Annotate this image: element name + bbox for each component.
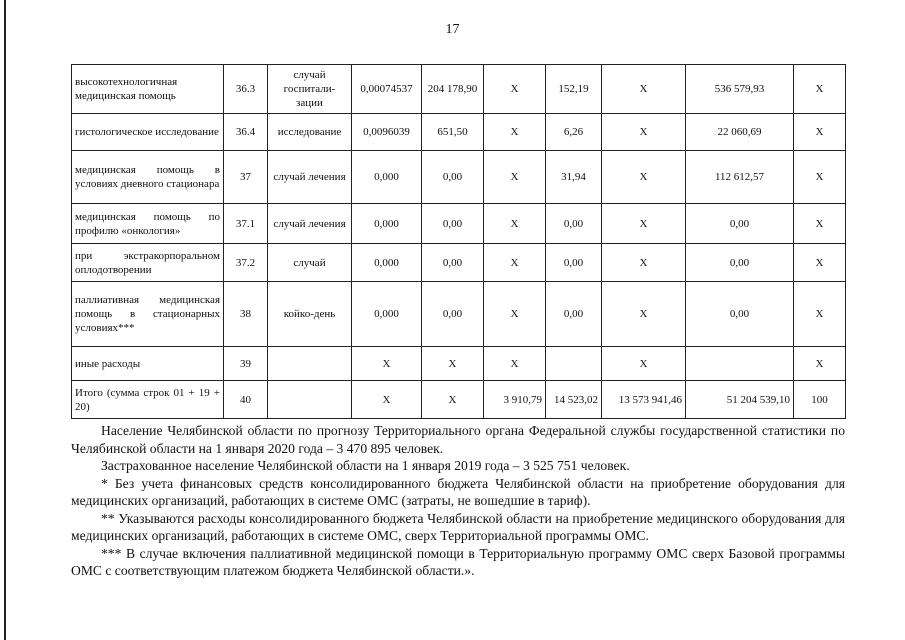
cell-value: X (484, 282, 546, 347)
cell-value: 0,00 (546, 204, 602, 244)
cell-value: X (794, 282, 846, 347)
cell-value: X (602, 204, 686, 244)
cell-value: X (602, 114, 686, 151)
table-row (72, 151, 846, 204)
cell-value: 0,00 (686, 282, 794, 347)
row-unit: случай лечения (268, 204, 352, 244)
row-line-number: 37 (224, 151, 268, 204)
row-line-number: 36.4 (224, 114, 268, 151)
cell-value: X (422, 347, 484, 381)
cell-value: 3 910,79 (484, 381, 546, 419)
cell-value: 0,0096039 (352, 114, 422, 151)
cell-value: 0,00 (422, 244, 484, 282)
row-unit (268, 347, 352, 381)
row-line-number: 37.1 (224, 204, 268, 244)
cell-value: 51 204 539,10 (686, 381, 794, 419)
cell-value: X (352, 381, 422, 419)
cell-value: 14 523,02 (546, 381, 602, 419)
cell-value: 536 579,93 (686, 65, 794, 114)
cell-value: X (794, 65, 846, 114)
cell-value: X (484, 151, 546, 204)
footnotes (71, 422, 845, 580)
table-row (72, 65, 846, 114)
cell-value: X (602, 65, 686, 114)
cell-value (686, 347, 794, 381)
cell-value: X (794, 151, 846, 204)
table-row (72, 244, 846, 282)
table-row (72, 204, 846, 244)
cell-value: X (484, 114, 546, 151)
page-number: 17 (445, 22, 460, 37)
cell-value: X (484, 244, 546, 282)
table-row (72, 347, 846, 381)
cell-value: 31,94 (546, 151, 602, 204)
cell-value: X (794, 204, 846, 244)
row-name: гистологическое исследование (72, 114, 224, 151)
population-note: Население Челябинской области по прогнозу Территориального органа Федеральной службы государственной статистики по Челябинской области на 1 января 2020 года – 3 470 895 человек. (71, 423, 845, 456)
cell-value: 0,00 (422, 151, 484, 204)
row-unit: койко-день (268, 282, 352, 347)
cell-value: 22 060,69 (686, 114, 794, 151)
cell-value: 0,000 (352, 151, 422, 204)
cell-value: 0,000 (352, 282, 422, 347)
cell-value: X (422, 381, 484, 419)
row-line-number: 37.2 (224, 244, 268, 282)
footnote-2: ** Указываются расходы консолидированного бюджета Челябинской области на приобретение медицинского оборудования для медицинских организаций, работающих в системе ОМС, сверх Территориальной программы ОМС. (71, 510, 845, 543)
cell-value: X (484, 65, 546, 114)
insured-population-note: Застрахованное население Челябинской области на 1 января 2019 года – 3 525 751 человек. (101, 458, 630, 473)
cell-value: 13 573 941,46 (602, 381, 686, 419)
row-unit: случай лечения (268, 151, 352, 204)
row-name: паллиативная медицинская помощь в стационарных условиях*** (72, 282, 224, 347)
footnote-1: * Без учета финансовых средств консолидированного бюджета Челябинской области на приобретение оборудования для медицинских организаций, работающих в системе ОМС (затраты, не вошедшие в тариф). (71, 475, 845, 508)
cell-value: 0,000 (352, 244, 422, 282)
footnote-3: *** В случае включения паллиативной медицинской помощи в Территориальную программу ОМС сверх Базовой программы ОМС с соответствующим платежом бюджета Челябинской области.». (71, 545, 845, 578)
cell-value: X (352, 347, 422, 381)
table-row (72, 282, 846, 347)
cell-value: 0,00 (422, 282, 484, 347)
table-row (72, 114, 846, 151)
cell-value: X (602, 282, 686, 347)
cell-value: X (602, 151, 686, 204)
cell-value: 651,50 (422, 114, 484, 151)
cell-value: X (794, 347, 846, 381)
row-unit: случай (268, 244, 352, 282)
cell-value: 204 178,90 (422, 65, 484, 114)
cell-value: 112 612,57 (686, 151, 794, 204)
row-name: Итого (сумма строк 01 + 19 + 20) (72, 381, 224, 419)
row-line-number: 38 (224, 282, 268, 347)
cell-value: 0,00074537 (352, 65, 422, 114)
cell-value: 0,00 (686, 204, 794, 244)
financing-table (71, 64, 846, 419)
cell-value: 6,26 (546, 114, 602, 151)
cell-value: X (794, 114, 846, 151)
row-name: медицинская помощь по профилю «онкология» (72, 204, 224, 244)
row-unit: исследование (268, 114, 352, 151)
cell-value: X (484, 347, 546, 381)
cell-value: 0,00 (546, 244, 602, 282)
cell-value (546, 347, 602, 381)
cell-value: X (794, 244, 846, 282)
row-unit (268, 381, 352, 419)
row-line-number: 40 (224, 381, 268, 419)
row-name: медицинская помощь в условиях дневного стационара (72, 151, 224, 204)
row-name: иные расходы (72, 347, 224, 381)
cell-value: 0,00 (422, 204, 484, 244)
row-line-number: 36.3 (224, 65, 268, 114)
cell-value: 0,00 (546, 282, 602, 347)
cell-value: 152,19 (546, 65, 602, 114)
page-left-border (4, 0, 6, 640)
row-name: высокотехнологичная медицинская помощь (72, 65, 224, 114)
cell-value: X (602, 347, 686, 381)
cell-value: X (602, 244, 686, 282)
cell-value: 100 (794, 381, 846, 419)
cell-value: 0,000 (352, 204, 422, 244)
table-row-total (72, 381, 846, 419)
row-line-number: 39 (224, 347, 268, 381)
cell-value: X (484, 204, 546, 244)
row-unit: случай госпитали-зации (268, 65, 352, 114)
cell-value: 0,00 (686, 244, 794, 282)
row-name: при экстракорпоральном оплодотворении (72, 244, 224, 282)
